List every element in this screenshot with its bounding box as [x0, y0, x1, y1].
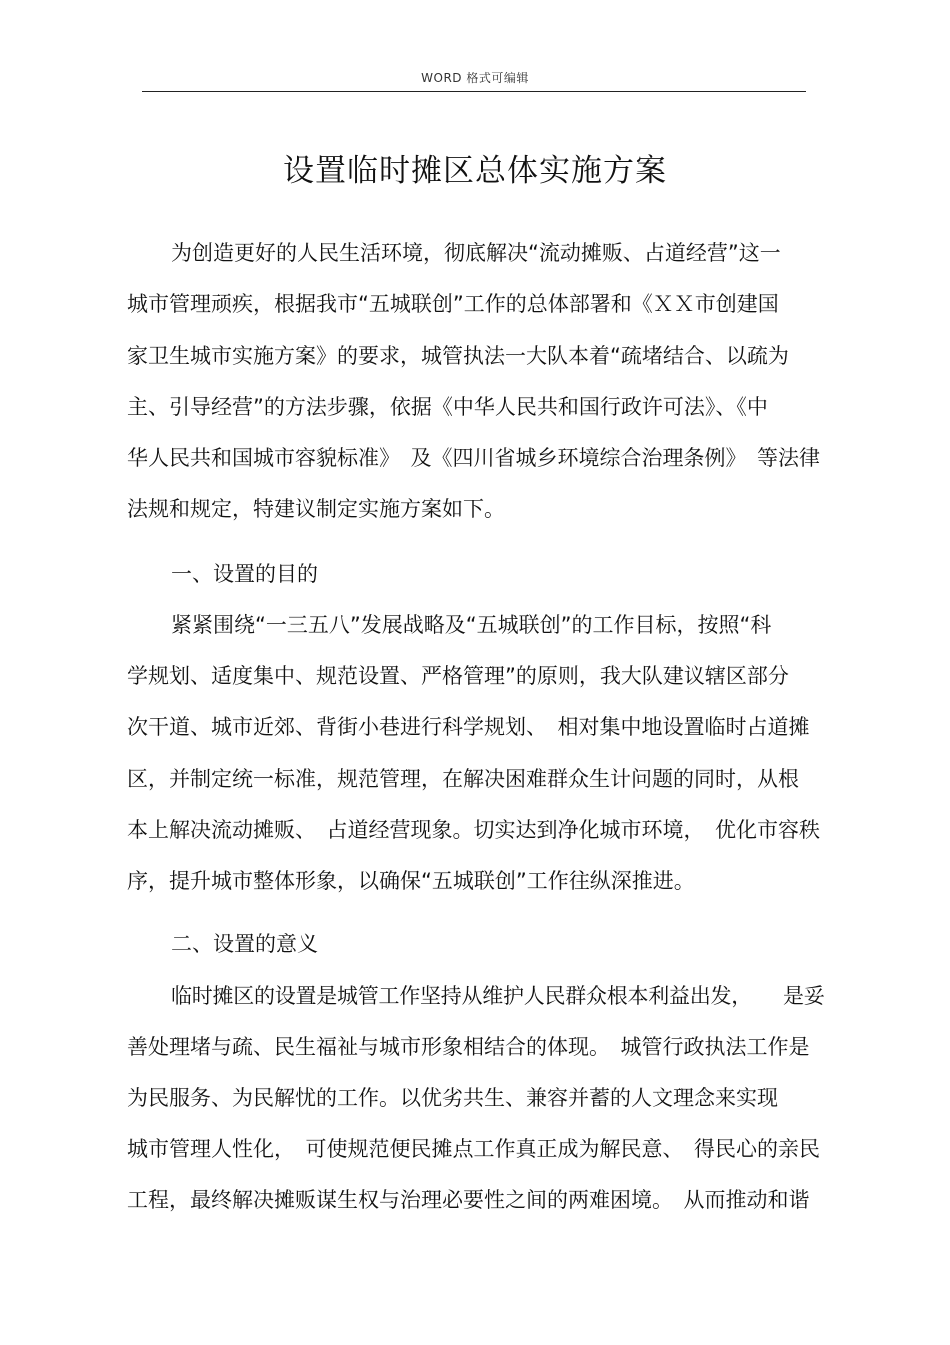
paragraph-line: 临时摊区的设置是城管工作坚持从维护人民群众根本利益出发， 是妥 [171, 984, 825, 1008]
paragraph-line: 紧紧围绕“一三五八”发展战略及“五城联创”的工作目标，按照“科 [171, 613, 772, 637]
paragraph-line: 为创造更好的人民生活环境，彻底解决“流动摊贩、占道经营”这一 [171, 241, 781, 265]
paragraph-line: 法规和规定，特建议制定实施方案如下。 [127, 497, 505, 521]
document-title: 设置临时摊区总体实施方案 [283, 152, 667, 189]
paragraph-line: 为民服务、为民解忧的工作。以优劣共生、兼容并蓄的人文理念来实现 [127, 1086, 778, 1110]
paragraph-line: 学规划、适度集中、规范设置、严格管理”的原则，我大队建议辖区部分 [127, 664, 789, 688]
paragraph-line: 城市管理顽疾，根据我市“五城联创”工作的总体部署和《ＸＸ市创建国 [127, 292, 779, 316]
paragraph-line: 主、引导经营”的方法步骤，依据《中华人民共和国行政许可法》、《中 [127, 395, 768, 419]
section-heading: 二、设置的意义 [171, 932, 318, 956]
paragraph-line: 工程，最终解决摊贩谋生权与治理必要性之间的两难困境。 从而推动和谐 [127, 1188, 810, 1212]
paragraph-line: 城市管理人性化， 可使规范便民摊点工作真正成为解民意、 得民心的亲民 [127, 1137, 820, 1161]
paragraph-line: 区，并制定统一标准，规范管理，在解决困难群众生计问题的同时，从根 [127, 767, 799, 791]
page-header-rule [142, 91, 806, 92]
paragraph-line: 次干道、城市近郊、背街小巷进行科学规划、 相对集中地设置临时占道摊 [127, 715, 810, 739]
paragraph-line: 本上解决流动摊贩、 占道经营现象。切实达到净化城市环境， 优化市容秩 [127, 818, 820, 842]
paragraph-line: 家卫生城市实施方案》的要求，城管执法一大队本着“疏堵结合、以疏为 [127, 344, 789, 368]
paragraph-line: 华人民共和国城市容貌标准》 及《四川省城乡环境综合治理条例》 等法律 [127, 446, 820, 470]
paragraph-line: 序，提升城市整体形象，以确保“五城联创”工作往纵深推进。 [127, 869, 695, 893]
paragraph-line: 善处理堵与疏、民生福祉与城市形象相结合的体现。 城管行政执法工作是 [127, 1035, 810, 1059]
page-header-text: WORD 格式可编辑 [421, 71, 529, 85]
section-heading: 一、设置的目的 [171, 562, 318, 586]
